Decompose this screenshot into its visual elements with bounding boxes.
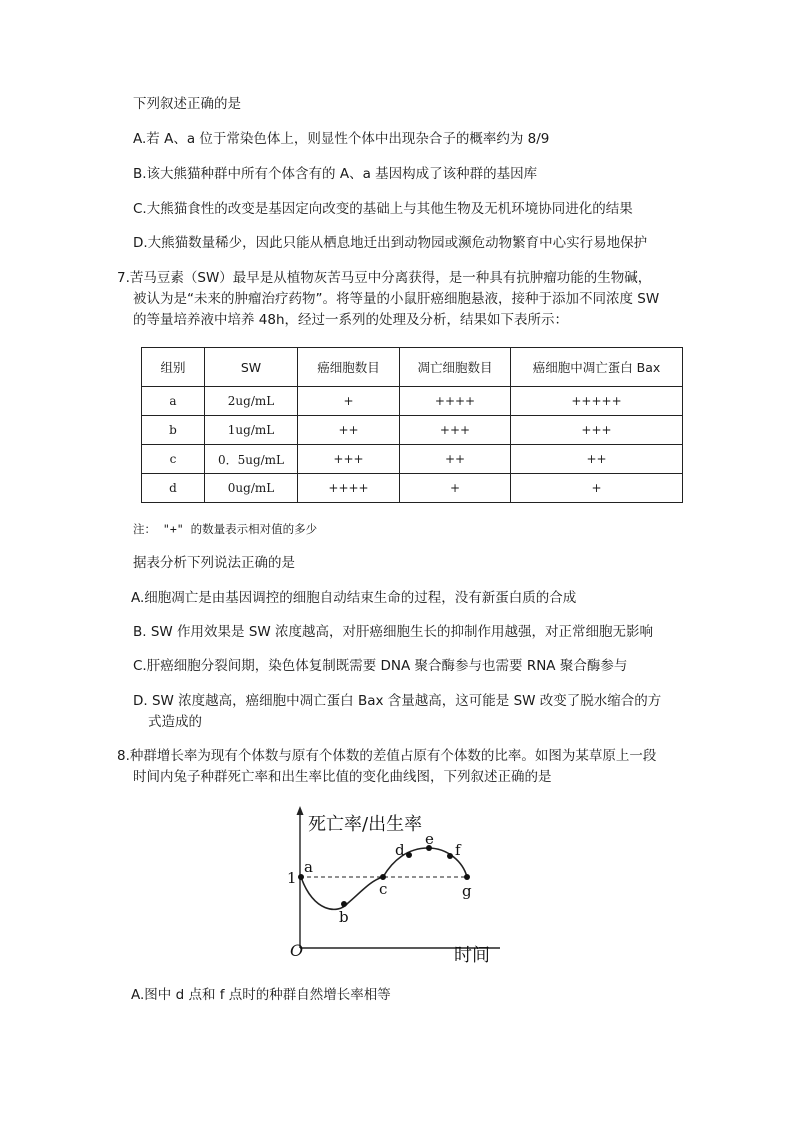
- q7-option-a: A.细胞凋亡是由基因调控的细胞自动结束生命的过程，没有新蛋白质的合成: [131, 590, 577, 606]
- point-f: [447, 853, 453, 859]
- cell: ++: [298, 416, 400, 445]
- y-axis-arrow: [297, 806, 304, 815]
- q7-option-d: D. SW 浓度越高，癌细胞中凋亡蛋白 Bax 含量越高，这可能是 SW 改变了脱水缩合的方: [133, 693, 662, 709]
- point-label-e: e: [425, 830, 434, 848]
- origin-label: O: [290, 941, 304, 960]
- cell: d: [142, 474, 205, 503]
- results-table: [141, 347, 683, 503]
- point-g: [464, 874, 470, 880]
- cell: 0ug/mL: [205, 474, 298, 503]
- point-d: [406, 852, 412, 858]
- q7-option-c: C.肝癌细胞分裂间期，染色体复制既需要 DNA 聚合酶参与也需要 RNA 聚合酶参与: [133, 658, 628, 674]
- point-label-a: a: [304, 858, 313, 876]
- cell: +++++: [511, 387, 683, 416]
- q7-option-b: B. SW 作用效果是 SW 浓度越高，对肝癌细胞生长的抑制作用越强，对正常细胞无影响: [133, 624, 654, 640]
- q8-option-a: A.图中 d 点和 f 点时的种群自然增长率相等: [131, 987, 391, 1003]
- y-tick-label: 1: [287, 869, 297, 887]
- header-cancer-cells: 癌细胞数目: [298, 348, 400, 387]
- cell: b: [142, 416, 205, 445]
- header-group: 组别: [142, 348, 205, 387]
- cell: ++++: [400, 387, 511, 416]
- q6-stem-end: 下列叙述正确的是: [133, 96, 241, 112]
- point-label-d: d: [395, 841, 405, 859]
- table-row: [142, 387, 683, 416]
- q6-option-d: D.大熊猫数量稀少，因此只能从栖息地迁出到动物园或濒危动物繁育中心实行易地保护: [133, 235, 648, 251]
- header-sw: SW: [205, 348, 298, 387]
- point-label-g: g: [462, 882, 472, 900]
- table-header-row: [142, 348, 683, 387]
- cell: +: [511, 474, 683, 503]
- point-label-f: f: [455, 841, 461, 859]
- point-b: [341, 901, 347, 907]
- point-label-c: c: [379, 880, 388, 898]
- cell: +: [400, 474, 511, 503]
- point-label-b: b: [339, 908, 349, 926]
- table-row: [142, 445, 683, 474]
- cell: c: [142, 445, 205, 474]
- cell: +++: [400, 416, 511, 445]
- cell: 2ug/mL: [205, 387, 298, 416]
- q8-stem-line-1: 8.种群增长率为现有个体数与原有个体数的差值占原有个体数的比率。如图为某草原上一段: [117, 748, 657, 764]
- cell: ++: [511, 445, 683, 474]
- mortality-birth-ratio-graph: [268, 800, 518, 972]
- table-row: [142, 416, 683, 445]
- cell: +: [298, 387, 400, 416]
- cell: a: [142, 387, 205, 416]
- q6-option-a: A.若 A、a 位于常染色体上，则显性个体中出现杂合子的概率约为 8/9: [133, 131, 550, 147]
- q6-option-c: C.大熊猫食性的改变是基因定向改变的基础上与其他生物及无机环境协同进化的结果: [133, 201, 633, 217]
- q7-question: 据表分析下列说法正确的是: [133, 555, 295, 571]
- cell: 0．5ug/mL: [205, 445, 298, 474]
- cell: ++++: [298, 474, 400, 503]
- q6-option-b: B.该大熊猫种群中所有个体含有的 A、a 基因构成了该种群的基因库: [133, 166, 538, 182]
- cell: +++: [298, 445, 400, 474]
- q7-stem-line-3: 的等量培养液中培养 48h，经过一系列的处理及分析，结果如下表所示：: [133, 312, 569, 328]
- q7-stem-line-1: 7.苦马豆素（SW）最早是从植物灰苦马豆中分离获得，是一种具有抗肿瘤功能的生物碱，: [117, 270, 652, 286]
- q8-stem-line-2: 时间内兔子种群死亡率和出生率比值的变化曲线图，下列叙述正确的是: [133, 769, 552, 785]
- cell: 1ug/mL: [205, 416, 298, 445]
- table-row: [142, 474, 683, 503]
- header-bax: 癌细胞中凋亡蛋白 Bax: [511, 348, 683, 387]
- x-axis-label: 时间: [454, 945, 490, 966]
- q7-stem-line-2: 被认为是“未来的肿瘤治疗药物”。将等量的小鼠肝癌细胞悬液，接种于添加不同浓度 SW: [133, 291, 660, 307]
- cell: +++: [511, 416, 683, 445]
- cell: ++: [400, 445, 511, 474]
- y-axis-label: 死亡率/出生率: [308, 814, 423, 835]
- table-note: 注： "+" 的数量表示相对值的多少: [133, 522, 318, 536]
- q7-option-d-cont: 式造成的: [148, 714, 202, 730]
- header-apoptotic-cells: 凋亡细胞数目: [400, 348, 511, 387]
